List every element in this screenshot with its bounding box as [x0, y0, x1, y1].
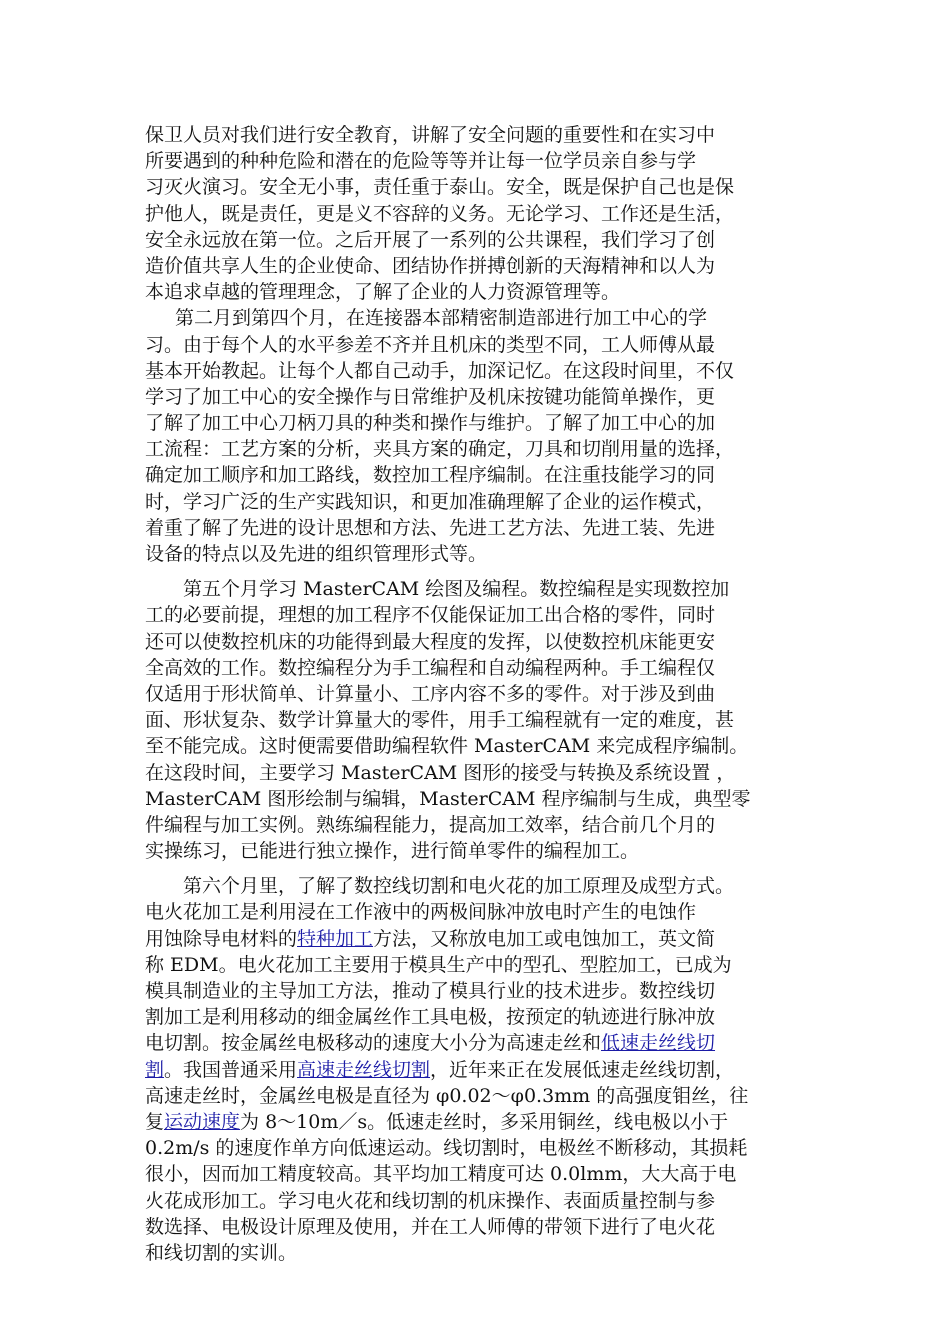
text-line: 模具制造业的主导加工方法，推动了模具行业的技术进步。数控线切 — [145, 980, 716, 1002]
link-low-speed-wire-cut-cont[interactable]: 割 — [145, 1058, 165, 1081]
document-page — [145, 122, 825, 1266]
text-line: 很小，因而加工精度较高。其平均加工精度可达 0.0lmm，大大高于电 — [145, 1163, 737, 1186]
text-line: 确定加工顺序和加工路线，数控加工程序编制。在注重技能学习的同 — [145, 464, 716, 487]
text-line: 习灭火演习。安全无小事，责任重于泰山。安全，既是保护自己也是保 — [145, 176, 735, 199]
text-segment: 电切割。按金属丝电极移动的速度大小分为高速走丝和 — [145, 1032, 602, 1055]
text-line: 造价值共享人生的企业使命、团结协作拼搏创新的天海精神和以人为 — [145, 254, 716, 277]
text-line: 第二月到第四个月，在连接器本部精密制造部进行加工中心的学 — [175, 307, 708, 330]
text-line: 面、形状复杂、数学计算量大的零件，用手工编程就有一定的难度，甚 — [145, 709, 735, 732]
text-line: 0.2m/s 的速度作单方向低速运动。线切割时，电极丝不断移动，其损耗 — [145, 1137, 748, 1160]
text-line: 第六个月里，了解了数控线切割和电火花的加工原理及成型方式。 — [183, 875, 735, 898]
text-line: 实操练习，已能进行独立操作，进行简单零件的编程加工。 — [145, 840, 640, 863]
text-line: 学习了加工中心的安全操作与日常维护及机床按键功能简单操作，更 — [145, 385, 716, 408]
paragraph-edm — [145, 873, 825, 1266]
text-line: 基本开始教起。让每个人都自己动手，加深记忆。在这段时间里，不仅 — [145, 359, 735, 382]
link-special-machining[interactable]: 特种加工 — [297, 927, 374, 950]
text-line: 保卫人员对我们进行安全教育，讲解了安全问题的重要性和在实习中 — [145, 124, 716, 146]
paragraph-mastercam — [145, 576, 825, 864]
text-segment: 为 8～10m／s。低速走丝时，多采用铜丝，线电极以小于 — [240, 1110, 729, 1133]
text-line: 高速走丝时，金属丝电极是直径为 φ0.02～φ0.3mm 的高强度钼丝，往 — [145, 1084, 749, 1107]
text-line: 还可以使数控机床的功能得到最大程度的发挥，以使数控机床能更安 — [145, 630, 716, 653]
text-line: 本追求卓越的管理理念，了解了企业的人力资源管理等。 — [145, 281, 621, 304]
link-motion-speed[interactable]: 运动速度 — [164, 1110, 241, 1133]
text-segment: 用蚀除导电材料的 — [145, 927, 298, 950]
text-line: 着重了解了先进的设计思想和方法、先进工艺方法、先进工装、先进 — [145, 516, 716, 539]
text-line: 割加工是利用移动的细金属丝作工具电极，按预定的轨迹进行脉冲放 — [145, 1006, 716, 1029]
text-line: 习。由于每个人的水平参差不齐并且机床的类型不同，工人师傅从最 — [145, 333, 716, 356]
text-segment: 方法，又称放电加工或电蚀加工，英文简 — [373, 927, 716, 950]
text-line: 工流程：工艺方案的分析，夹具方案的确定，刀具和切削用量的选择， — [145, 438, 735, 461]
text-line — [145, 1057, 825, 1083]
text-segment: 复 — [145, 1110, 165, 1133]
text-line: 电火花加工是利用浸在工作液中的两极间脉冲放电时产生的电蚀作 — [145, 901, 697, 924]
text-line: 时，学习广泛的生产实践知识，和更加准确理解了企业的运作模式， — [145, 490, 716, 513]
text-line: 在这段时间，主要学习 MasterCAM 图形的接受与转换及系统设置 ， — [145, 761, 736, 784]
text-line — [145, 1030, 825, 1056]
paragraph-safety — [145, 122, 825, 305]
text-line: 工的必要前提，理想的加工程序不仅能保证加工出合格的零件，同时 — [145, 604, 716, 627]
text-line: 第五个月学习 MasterCAM 绘图及编程。数控编程是实现数控加 — [183, 578, 730, 601]
text-line: 件编程与加工实例。熟练编程能力，提高加工效率，结合前几个月的 — [145, 813, 716, 836]
link-high-speed-wire-cut[interactable]: 高速走丝线切割 — [297, 1058, 431, 1081]
text-line: 所要遇到的种种危险和潜在的危险等等并让每一位学员亲自参与学 — [145, 150, 697, 173]
text-line: 仅适用于形状简单、计算量小、工序内容不多的零件。对于涉及到曲 — [145, 682, 716, 705]
text-line: 护他人，既是责任，更是义不容辞的义务。无论学习、工作还是生活， — [145, 202, 735, 225]
text-line: 设备的特点以及先进的组织管理形式等。 — [145, 543, 488, 565]
text-segment: 。我国普通采用 — [164, 1058, 298, 1081]
text-line: 火花成形加工。学习电火花和线切割的机床操作、表面质量控制与参 — [145, 1189, 716, 1212]
text-line: 数选择、电极设计原理及使用，并在工人师傅的带领下进行了电火花 — [145, 1215, 716, 1238]
text-line — [145, 1109, 825, 1135]
text-line: 称 EDM。电火花加工主要用于模具生产中的型孔、型腔加工，已成为 — [145, 953, 732, 976]
text-segment: ，近年来正在发展低速走丝线切割， — [430, 1058, 735, 1081]
text-line: 了解了加工中心刀柄刀具的种类和操作与维护。了解了加工中心的加 — [145, 412, 716, 435]
text-line: 至不能完成。这时便需要借助编程软件 MasterCAM 来完成程序编制。 — [145, 735, 749, 758]
text-line: 和线切割的实训。 — [145, 1241, 298, 1264]
text-line: 全高效的工作。数控编程分为手工编程和自动编程两种。手工编程仅 — [145, 656, 716, 679]
text-line: 安全永远放在第一位。之后开展了一系列的公共课程，我们学习了创 — [145, 228, 716, 251]
text-line — [145, 926, 825, 952]
paragraph-machining-center — [145, 305, 825, 567]
link-low-speed-wire-cut[interactable]: 低速走丝线切 — [601, 1032, 716, 1055]
text-line: MasterCAM 图形绘制与编辑，MasterCAM 程序编制与生成，典型零 — [145, 787, 751, 810]
